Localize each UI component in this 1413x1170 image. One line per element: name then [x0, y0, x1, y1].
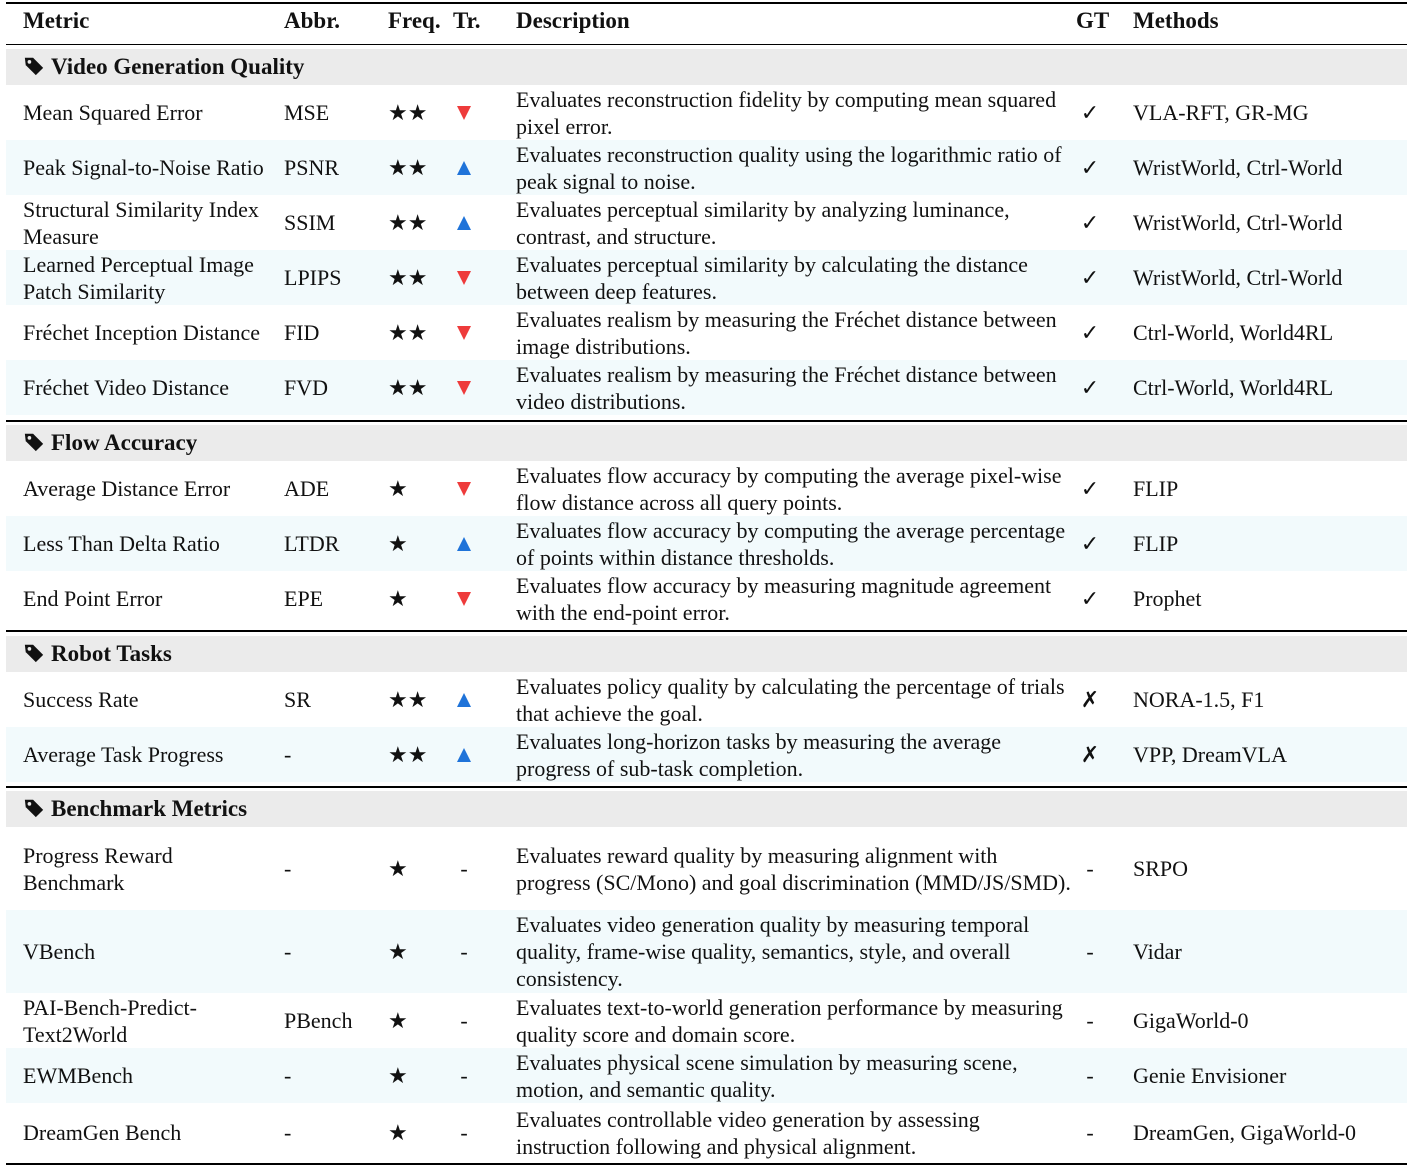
frequency-stars: ★★: [388, 320, 428, 345]
trend-down-icon: [452, 585, 476, 612]
metric-description: Evaluates flow accuracy by measuring magnitude agreement with the end-point error.: [516, 573, 1052, 625]
table-row: [6, 1103, 1407, 1162]
frequency-stars: ★★: [388, 100, 428, 125]
metric-description: Evaluates long-horizon tasks by measuring the average progress of sub-task completion.: [516, 729, 1002, 781]
trend-down-icon: [452, 319, 476, 346]
methods-list: DreamGen, GigaWorld-0: [1133, 1120, 1357, 1145]
metric-description: Evaluates reconstruction fidelity by computing mean squared pixel error.: [516, 87, 1057, 139]
section-title-text: Flow Accuracy: [51, 430, 198, 455]
metric-abbr: -: [284, 742, 292, 767]
triangle-up-icon: [457, 216, 471, 230]
metric-name: End Point Error: [23, 586, 163, 611]
ground-truth-mark: -: [1086, 939, 1094, 964]
ground-truth-mark: -: [1086, 1008, 1094, 1033]
metric-description: Evaluates realism by measuring the Fréchet distance between image distributions.: [516, 307, 1057, 359]
frequency-stars: ★: [388, 476, 408, 501]
table-row: [6, 360, 1407, 415]
metric-name: Average Distance Error: [23, 476, 231, 501]
header-freq: Freq.: [388, 8, 441, 33]
table-row: [6, 571, 1407, 626]
metric-abbr: LTDR: [284, 531, 340, 556]
triangle-up-icon: [457, 748, 471, 762]
trend-down-icon: [452, 475, 476, 502]
trend-down-icon: [452, 99, 476, 126]
ground-truth-mark: ✓: [1080, 100, 1100, 125]
frequency-stars: ★: [388, 531, 408, 556]
metric-description: Evaluates flow accuracy by computing the average pixel-wise flow distance across all query points.: [516, 463, 1062, 515]
trend-none: -: [460, 1063, 468, 1088]
section-title: [23, 641, 172, 667]
triangle-down-icon: [457, 592, 471, 606]
methods-list: Ctrl-World, World4RL: [1133, 375, 1334, 400]
frequency-stars: ★★: [388, 742, 428, 767]
metric-description: Evaluates flow accuracy by computing the average percentage of points within distance thresholds.: [516, 518, 1066, 570]
metric-abbr: MSE: [284, 100, 330, 125]
section-title: [23, 796, 247, 822]
metric-abbr: -: [284, 1120, 292, 1145]
triangle-down-icon: [457, 106, 471, 120]
trend-up-icon: [452, 209, 476, 236]
metric-abbr: -: [284, 939, 292, 964]
tag-icon: [23, 55, 45, 77]
ground-truth-mark: ✓: [1080, 476, 1100, 501]
section-title: [23, 430, 197, 456]
frequency-stars: ★★: [388, 375, 428, 400]
trend-up-icon: [452, 530, 476, 557]
trend-up-icon: [452, 741, 476, 768]
section-rule: [6, 786, 1407, 788]
header-rule: [6, 44, 1407, 45]
trend-none: -: [460, 1120, 468, 1145]
trend-none: -: [460, 856, 468, 881]
bottom-rule: [6, 1163, 1407, 1165]
metric-name: PAI-Bench-Predict-Text2World: [23, 995, 197, 1047]
table-row: [6, 910, 1407, 993]
trend-up-icon: [452, 686, 476, 713]
ground-truth-mark: ✓: [1080, 155, 1100, 180]
metric-abbr: -: [284, 1063, 292, 1088]
table-row: [6, 1048, 1407, 1103]
metric-abbr: SR: [284, 687, 311, 712]
metric-description: Evaluates text-to-world generation performance by measuring quality score and domain score.: [516, 995, 1063, 1047]
section-title: [23, 54, 304, 80]
frequency-stars: ★★: [388, 210, 428, 235]
metric-abbr: FID: [284, 320, 320, 345]
methods-list: SRPO: [1133, 856, 1189, 881]
metric-name: Peak Signal-to-Noise Ratio: [23, 155, 264, 180]
triangle-down-icon: [457, 271, 471, 285]
frequency-stars: ★★: [388, 687, 428, 712]
metric-abbr: PSNR: [284, 155, 340, 180]
section-header: [6, 49, 1407, 85]
section-title-text: Benchmark Metrics: [51, 796, 248, 821]
triangle-down-icon: [457, 381, 471, 395]
ground-truth-mark: ✓: [1080, 531, 1100, 556]
metric-description: Evaluates video generation quality by measuring temporal quality, frame-wise quality, semantics, style, and overall consistency.: [516, 912, 1030, 991]
methods-list: VLA-RFT, GR-MG: [1133, 100, 1309, 125]
header-description: Description: [516, 8, 630, 33]
metric-abbr: SSIM: [284, 210, 336, 235]
section-header: [6, 636, 1407, 672]
ground-truth-mark: -: [1086, 1120, 1094, 1145]
triangle-down-icon: [457, 326, 471, 340]
metric-abbr: -: [284, 856, 292, 881]
header-metric: Metric: [23, 8, 90, 33]
table-row: [6, 250, 1407, 305]
table-row: [6, 461, 1407, 516]
table-row: [6, 195, 1407, 250]
methods-list: NORA-1.5, F1: [1133, 687, 1265, 712]
table-row: [6, 672, 1407, 727]
section-rule: [6, 420, 1407, 422]
frequency-stars: ★★: [388, 265, 428, 290]
section-title-text: Video Generation Quality: [51, 54, 305, 79]
header-gt: GT: [1076, 8, 1110, 33]
header-methods: Methods: [1133, 8, 1219, 33]
metric-abbr: FVD: [284, 375, 329, 400]
metric-name: Less Than Delta Ratio: [23, 531, 220, 556]
ground-truth-mark: ✓: [1080, 320, 1100, 345]
section-header: [6, 425, 1407, 461]
metric-description: Evaluates physical scene simulation by measuring scene, motion, and semantic quality.: [516, 1050, 1018, 1102]
metric-description: Evaluates reconstruction quality using the logarithmic ratio of peak signal to noise.: [516, 142, 1062, 194]
tag-icon: [23, 642, 45, 664]
methods-list: FLIP: [1133, 476, 1179, 501]
metric-name: Success Rate: [23, 687, 139, 712]
table-row: [6, 516, 1407, 571]
metric-abbr: PBench: [284, 1008, 353, 1033]
table-row: [6, 85, 1407, 140]
ground-truth-mark: ✗: [1080, 687, 1100, 712]
trend-none: -: [460, 1008, 468, 1033]
methods-list: Vidar: [1133, 939, 1182, 964]
ground-truth-mark: ✓: [1080, 375, 1100, 400]
metric-abbr: ADE: [284, 476, 330, 501]
ground-truth-mark: -: [1086, 1063, 1094, 1088]
metric-name: EWMBench: [23, 1063, 133, 1088]
ground-truth-mark: ✗: [1080, 742, 1100, 767]
methods-list: VPP, DreamVLA: [1133, 742, 1287, 767]
tag-icon: [23, 797, 45, 819]
frequency-stars: ★: [388, 1008, 408, 1033]
metric-name: Fréchet Video Distance: [23, 375, 229, 400]
ground-truth-mark: -: [1086, 856, 1094, 881]
table-row: [6, 993, 1407, 1048]
table-row: [6, 305, 1407, 360]
metric-name: Mean Squared Error: [23, 100, 203, 125]
ground-truth-mark: ✓: [1080, 586, 1100, 611]
metric-description: Evaluates perceptual similarity by analyzing luminance, contrast, and structure.: [516, 197, 1010, 249]
metric-description: Evaluates realism by measuring the Fréchet distance between video distributions.: [516, 362, 1057, 414]
triangle-up-icon: [457, 537, 471, 551]
metric-abbr: LPIPS: [284, 265, 342, 290]
metric-name: DreamGen Bench: [23, 1120, 182, 1145]
metric-description: Evaluates perceptual similarity by calculating the distance between deep features.: [516, 252, 1028, 304]
section-rule: [6, 630, 1407, 632]
triangle-up-icon: [457, 693, 471, 707]
methods-list: WristWorld, Ctrl-World: [1133, 210, 1343, 235]
header-trend: Tr.: [453, 8, 481, 33]
frequency-stars: ★: [388, 1120, 408, 1145]
methods-list: WristWorld, Ctrl-World: [1133, 155, 1343, 180]
frequency-stars: ★: [388, 939, 408, 964]
tag-icon: [23, 431, 45, 453]
metric-name: Average Task Progress: [23, 742, 224, 767]
table-row: [6, 827, 1407, 910]
table-row: [6, 727, 1407, 782]
table-row: [6, 140, 1407, 195]
trend-up-icon: [452, 154, 476, 181]
frequency-stars: ★: [388, 586, 408, 611]
metric-name: Fréchet Inception Distance: [23, 320, 261, 345]
methods-list: FLIP: [1133, 531, 1179, 556]
trend-down-icon: [452, 264, 476, 291]
methods-list: Ctrl-World, World4RL: [1133, 320, 1334, 345]
metric-name: Learned Perceptual Image Patch Similarity: [23, 252, 254, 304]
metric-name: Structural Similarity Index Measure: [23, 197, 259, 249]
metric-description: Evaluates reward quality by measuring alignment with progress (SC/Mono) and goal discrimination (MMD/JS/SMD).: [516, 843, 1071, 895]
metric-description: Evaluates controllable video generation by assessing instruction following and physical alignment.: [516, 1107, 980, 1159]
methods-list: Prophet: [1133, 586, 1202, 611]
section-header: [6, 791, 1407, 827]
methods-list: GigaWorld-0: [1133, 1008, 1249, 1033]
ground-truth-mark: ✓: [1080, 265, 1100, 290]
frequency-stars: ★★: [388, 155, 428, 180]
section-title-text: Robot Tasks: [51, 641, 172, 666]
metric-name: Progress Reward Benchmark: [23, 843, 173, 895]
header-abbr: Abbr.: [284, 8, 341, 33]
metric-name: VBench: [23, 939, 96, 964]
metric-abbr: EPE: [284, 586, 324, 611]
triangle-down-icon: [457, 482, 471, 496]
frequency-stars: ★: [388, 856, 408, 881]
methods-list: WristWorld, Ctrl-World: [1133, 265, 1343, 290]
trend-none: -: [460, 939, 468, 964]
methods-list: Genie Envisioner: [1133, 1063, 1287, 1088]
header-row: [6, 2, 1407, 44]
trend-down-icon: [452, 374, 476, 401]
ground-truth-mark: ✓: [1080, 210, 1100, 235]
metric-description: Evaluates policy quality by calculating the percentage of trials that achieve the goal.: [516, 674, 1065, 726]
triangle-up-icon: [457, 161, 471, 175]
frequency-stars: ★: [388, 1063, 408, 1088]
